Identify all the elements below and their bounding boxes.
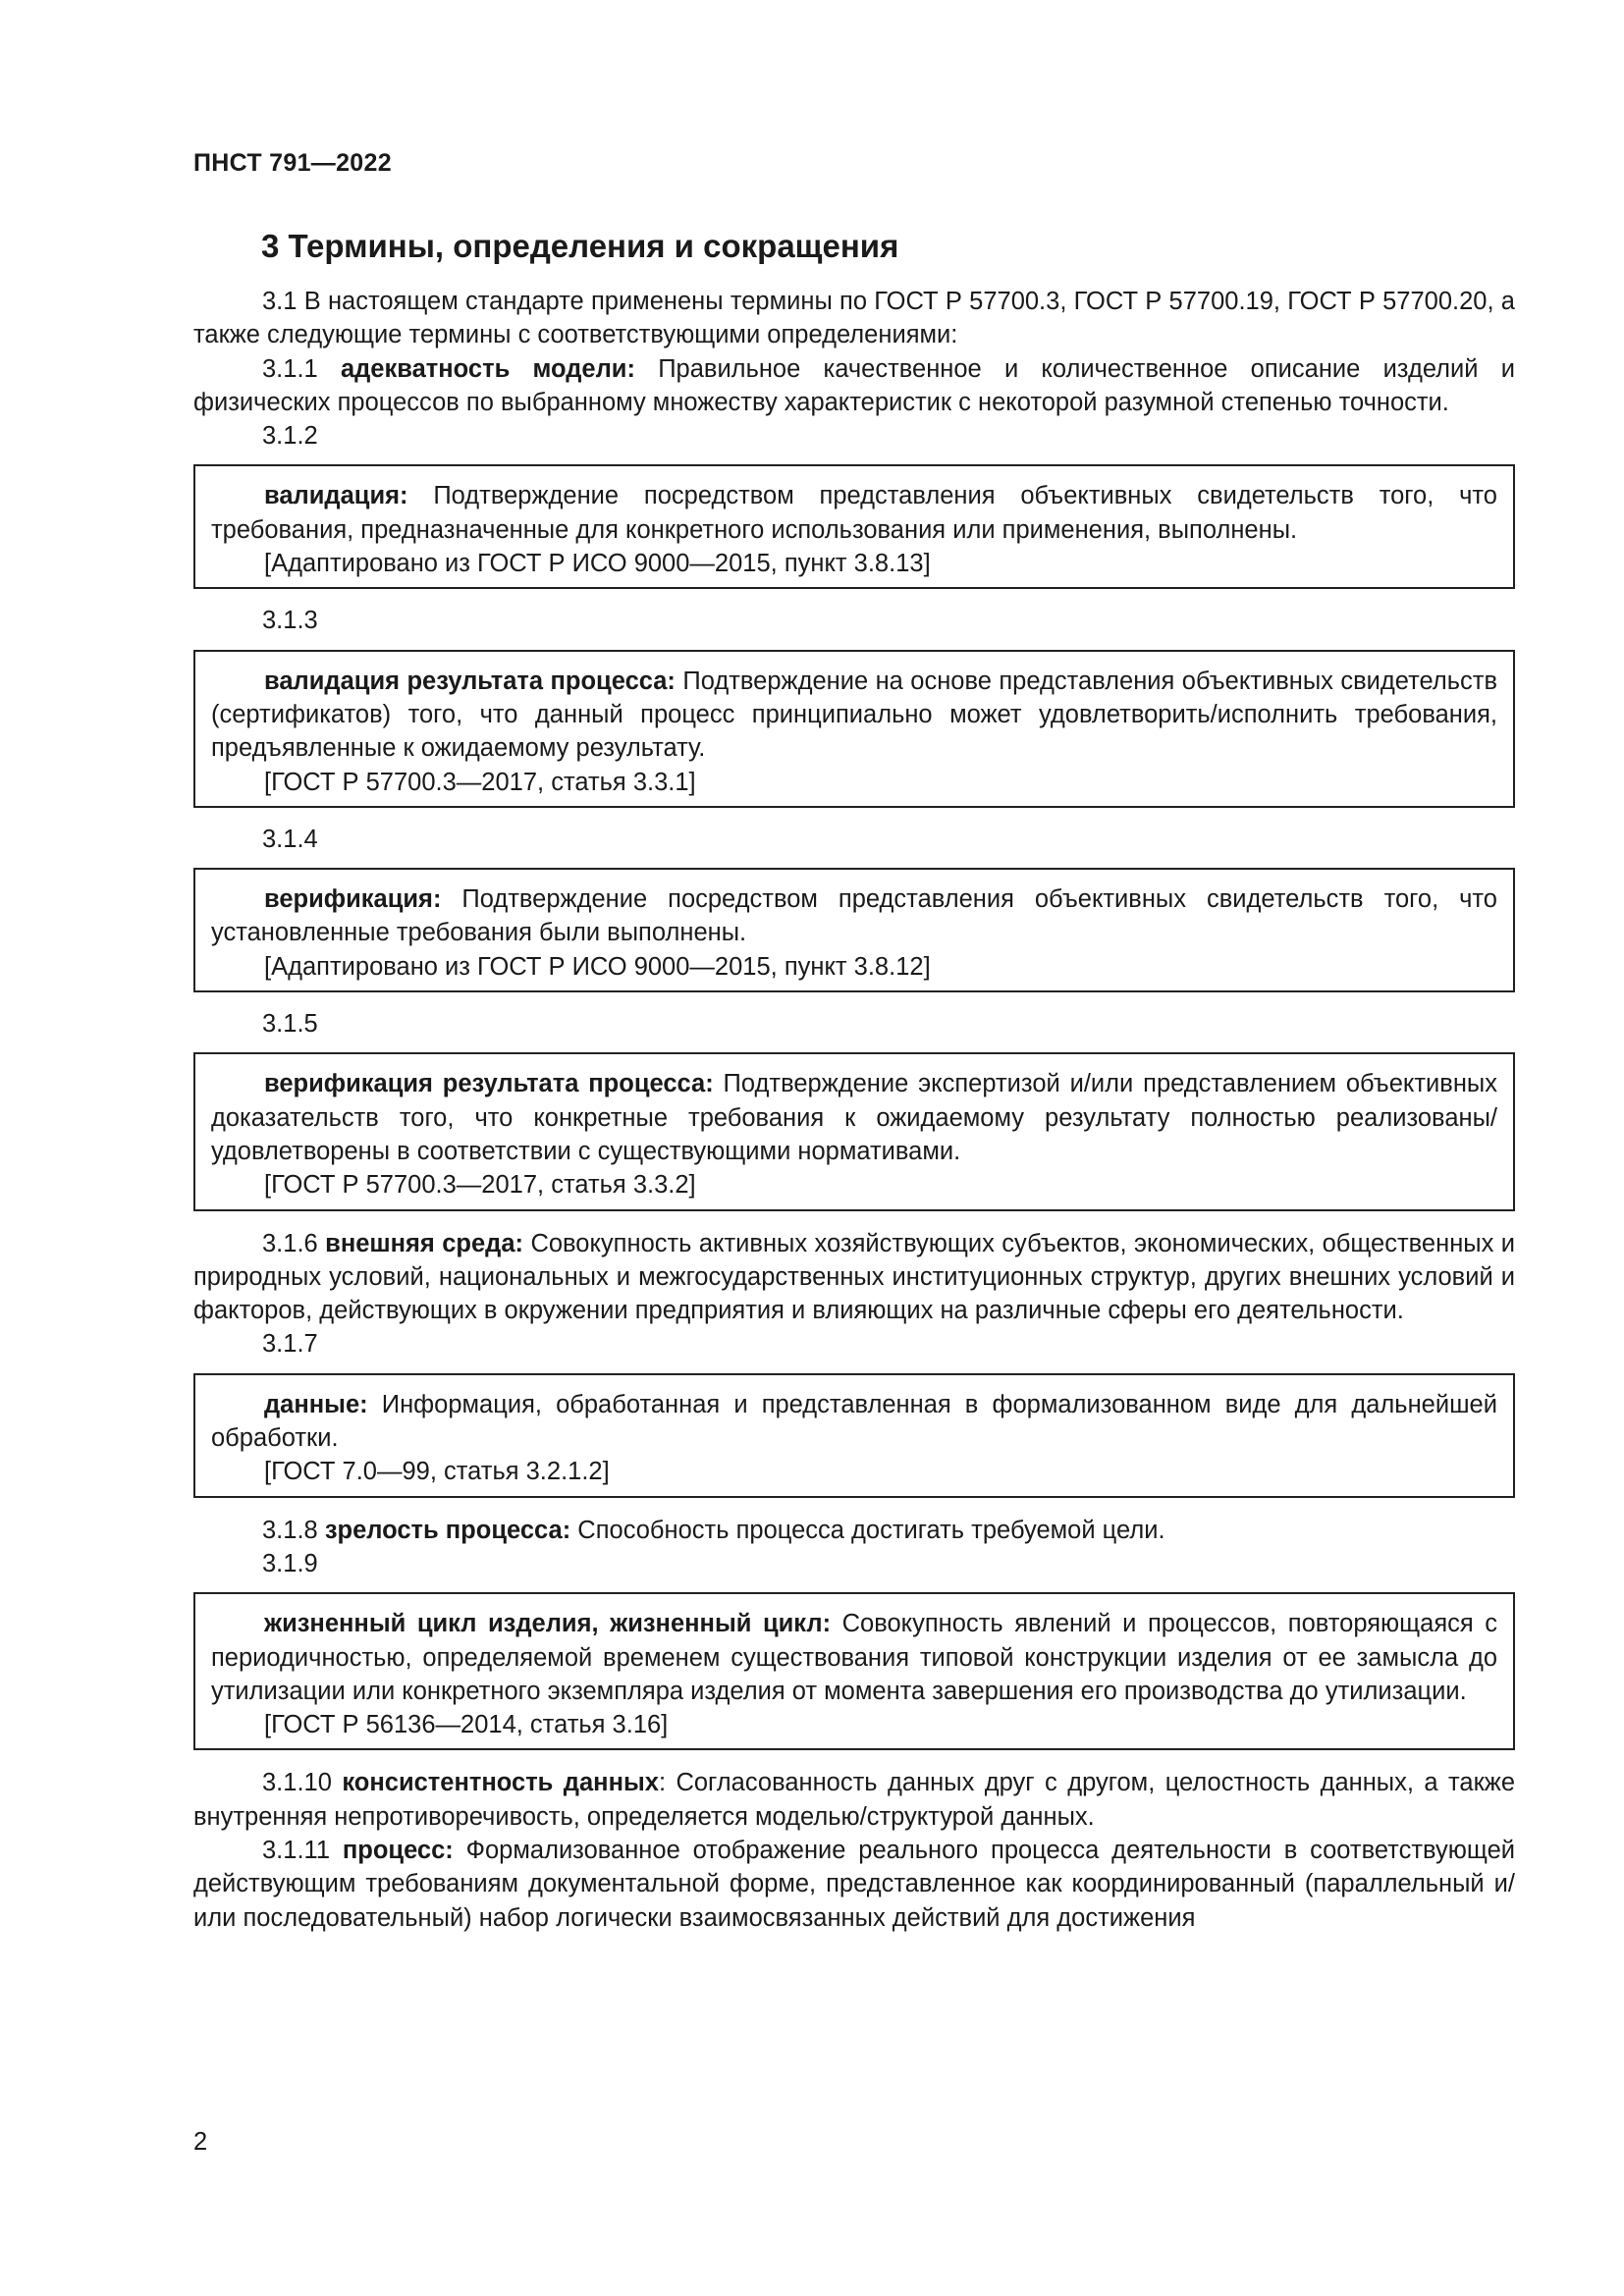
term-definition: Формализованное отображение реального процесса деятельности в соответствующей действующим требованиям документальной форме, представленное как координированный (параллельный и/или последовательный) набор логически взаимосвязанных действий для достижения (193, 1836, 1515, 1932)
term-number-3-1-7: 3.1.7 (262, 1330, 318, 1359)
term-3-1-10 (193, 1766, 1515, 1834)
term-definition: Способность процесса достигать требуемой цели. (570, 1516, 1165, 1544)
term-number-3-1-4: 3.1.4 (262, 825, 318, 853)
term-name: валидация: (264, 482, 408, 510)
intro-paragraph: 3.1 В настоящем стандарте применены термины по ГОСТ Р 57700.3, ГОСТ Р 57700.19, ГОСТ Р 57700.20, а также следующие термины с соответствующими определениями: (193, 288, 1515, 349)
content (193, 285, 1515, 1935)
term-3-1-1 (193, 352, 1515, 420)
term-entry (211, 1607, 1497, 1708)
section-title: 3 Термины, определения и сокращения (261, 228, 899, 264)
term-box-3-1-4 (193, 868, 1515, 992)
term-number-3-1-2: 3.1.2 (262, 422, 318, 451)
term-box-3-1-2 (193, 464, 1515, 589)
term-name: зрелость процесса: (324, 1516, 571, 1544)
term-name: процесс: (342, 1836, 454, 1864)
term-number: 3.1.1 (262, 354, 318, 383)
term-3-1-8 (193, 1514, 1515, 1547)
term-definition: : Согласованность данных друг с другом, целостность данных, а также внутренняя непротиворечивость, определяется моделью/структурой данных. (193, 1769, 1515, 1831)
term-definition: Совокупность активных хозяйствующих субъектов, экономических, общественных и природных условий, национальных и межгосударственных институционных структур, других внешних условий и факторов, действующих в окружении предприятия и влияющих на различные сферы его деятельности. (193, 1229, 1516, 1325)
term-box-3-1-3 (193, 650, 1515, 808)
term-number-3-1-9: 3.1.9 (262, 1549, 318, 1577)
term-entry (211, 1388, 1497, 1456)
term-box-3-1-9 (193, 1592, 1515, 1750)
term-name: верификация: (264, 885, 442, 914)
term-definition: Подтверждение экспертизой и/или представлением объективных доказательств того, что конкретные требования к ожидаемому результату полностью реализованы/удовлетворены в соответствии с существующими нормативами. (211, 1070, 1498, 1165)
term-number-3-1-3: 3.1.3 (262, 607, 318, 635)
term-entry (211, 882, 1497, 950)
term-name: валидация результата процесса: (264, 667, 676, 695)
term-number: 3.1.6 (262, 1229, 318, 1257)
term-number-3-1-5: 3.1.5 (262, 1010, 318, 1039)
term-source: [ГОСТ Р 57700.3—2017, статья 3.3.1] (264, 768, 696, 796)
term-entry (211, 665, 1497, 766)
term-number: 3.1.11 (262, 1836, 331, 1864)
term-definition: Подтверждение посредством представления объективных свидетельств того, что установленные требования были выполнены. (211, 885, 1497, 947)
term-number: 3.1.8 (262, 1516, 318, 1544)
term-name: адекватность модели: (340, 354, 635, 383)
term-definition: Совокупность явлений и процессов, повторяющаяся с периодичностью, определяемой временем существования типовой конструкции изделия от ее замысла до утилизации или конкретного экземпляра изделия от момента завершения его производства до утилизации. (211, 1610, 1498, 1705)
term-name: консистентность данных (342, 1769, 659, 1797)
standard-id: ПНСТ 791—2022 (193, 149, 392, 177)
term-source: [Адаптировано из ГОСТ Р ИСО 9000—2015, пункт 3.8.12] (264, 952, 931, 981)
term-box-3-1-7 (193, 1373, 1515, 1498)
term-name: внешняя среда: (325, 1229, 524, 1257)
term-definition: Правильное качественное и количественное описание изделий и физических процессов по выбранному множеству характеристик с некоторой разумной степенью точности. (193, 354, 1515, 416)
term-source: [ГОСТ Р 56136—2014, статья 3.16] (264, 1711, 669, 1739)
term-name: данные: (264, 1390, 368, 1418)
term-entry (211, 479, 1497, 547)
term-definition: Информация, обработанная и представленная в формализованном виде для дальнейшей обработки. (211, 1390, 1497, 1453)
term-source: [ГОСТ Р 57700.3—2017, статья 3.3.2] (264, 1171, 696, 1200)
term-definition: Подтверждение на основе представления объективных свидетельств (сертификатов) того, что данный процесс принципиально может удовлетворить/исполнить требования, предъявленные к ожидаемому результату. (211, 667, 1497, 763)
term-number: 3.1.10 (262, 1769, 332, 1797)
term-name: верификация результата процесса: (264, 1070, 714, 1098)
term-box-3-1-5 (193, 1052, 1515, 1210)
term-source: [ГОСТ 7.0—99, статья 3.2.1.2] (264, 1458, 610, 1486)
term-source: [Адаптировано из ГОСТ Р ИСО 9000—2015, пункт 3.8.13] (264, 550, 931, 578)
term-definition: Подтверждение посредством представления объективных свидетельств того, что требования, предназначенные для конкретного использования или применения, выполнены. (211, 482, 1497, 544)
term-3-1-6 (193, 1227, 1515, 1328)
term-entry (211, 1067, 1497, 1168)
page-number: 2 (193, 2128, 208, 2156)
term-3-1-11 (193, 1834, 1515, 1935)
term-name: жизненный цикл изделия, жизненный цикл: (264, 1610, 832, 1638)
